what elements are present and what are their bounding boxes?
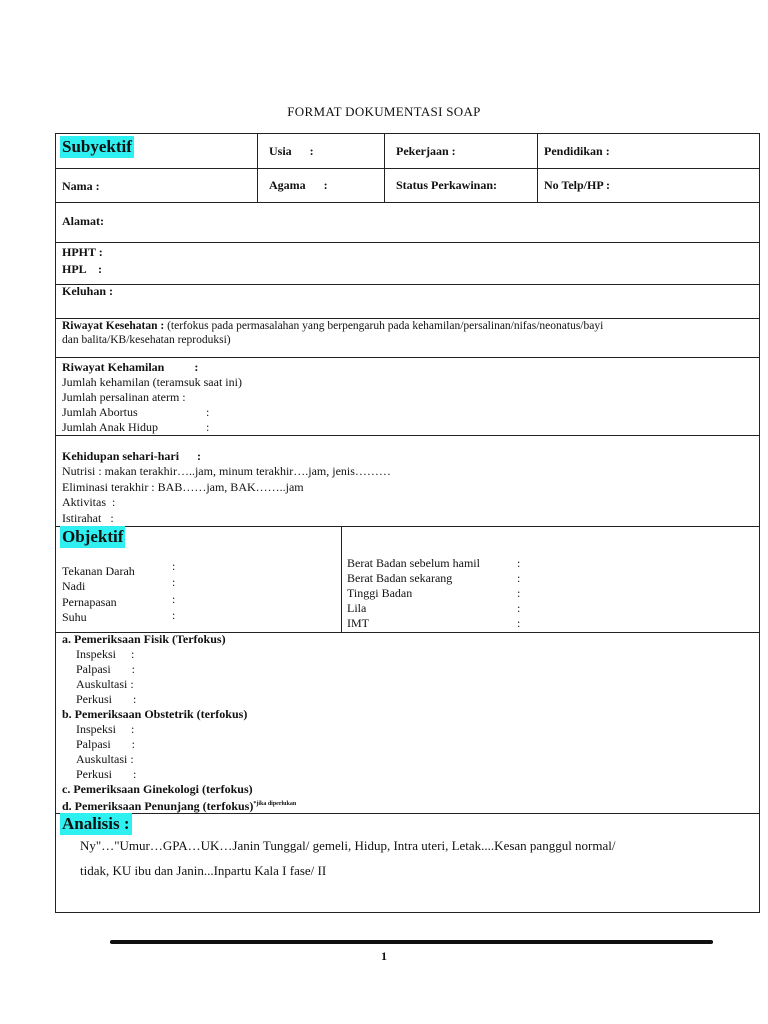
colon: : xyxy=(517,571,521,585)
colon: : xyxy=(172,608,176,622)
subyektif-heading: Subyektif xyxy=(62,137,132,156)
jumlah-persalinan: Jumlah persalinan aterm : xyxy=(62,390,186,404)
alamat-row xyxy=(56,203,759,243)
anthropometry-item: Lila xyxy=(347,601,367,615)
pemeriksaan-penunjang-heading: d. Pemeriksaan Penunjang (terfokus)$^{*jika diperlukan}$ xyxy=(62,799,297,813)
nutrisi-field: Nutrisi : makan terakhir…..jam, minum terakhir….jam, jenis……… xyxy=(62,464,391,478)
riwayat-kesehatan: Riwayat Kesehatan : (terfokus pada permasalahan yang berpengaruh pada kehamilan/persalinan/nifas/neonatus/bayi xyxy=(62,320,604,332)
colon: : xyxy=(172,559,176,573)
hpl-field: HPL : xyxy=(62,262,103,276)
colon: : xyxy=(517,586,521,600)
obstetrik-item: Palpasi : xyxy=(76,737,135,751)
riwayat-kesehatan-cont: dan balita/KB/kesehatan reproduksi) xyxy=(62,334,231,346)
telp-field: No Telp/HP : xyxy=(544,178,611,192)
fisik-item: Palpasi : xyxy=(76,662,135,676)
penunjang-note: *jika diperlukan xyxy=(253,801,297,807)
vital-item: Nadi xyxy=(62,579,86,593)
pemeriksaan-obstetrik-heading: b. Pemeriksaan Obstetrik (terfokus) xyxy=(62,707,248,721)
vital-item: Pernapasan xyxy=(62,595,117,609)
alamat-field: Alamat: xyxy=(62,214,104,228)
usia-field: Usia : xyxy=(269,144,314,158)
colon: : xyxy=(172,592,176,606)
anthropometry-item: Berat Badan sebelum hamil xyxy=(347,556,480,570)
fisik-item: Inspeksi : xyxy=(76,647,135,661)
obstetrik-item: Auskultasi : xyxy=(76,752,134,766)
jumlah-abortus: Jumlah Abortus xyxy=(62,405,138,419)
anthropometry-item: Tinggi Badan xyxy=(347,586,413,600)
pendidikan-field: Pendidikan : xyxy=(544,144,610,158)
hpht-field: HPHT : xyxy=(62,245,103,259)
jumlah-kehamilan: Jumlah kehamilan (teramsuk saat ini) xyxy=(62,375,242,389)
colon: : xyxy=(206,420,210,434)
document-title: FORMAT DOKUMENTASI SOAP xyxy=(287,104,481,119)
jumlah-anak-hidup: Jumlah Anak Hidup xyxy=(62,420,158,434)
colon: : xyxy=(517,616,521,630)
colon: : xyxy=(517,556,521,570)
vital-item: Suhu xyxy=(62,610,87,624)
obstetrik-item: Inspeksi : xyxy=(76,722,135,736)
anthropometry-item: IMT xyxy=(347,616,369,630)
pemeriksaan-ginekologi-heading: c. Pemeriksaan Ginekologi (terfokus) xyxy=(62,782,253,796)
page-number: 1 xyxy=(381,949,387,963)
analisis-heading: Analisis : xyxy=(62,814,130,833)
hpht-row xyxy=(56,243,759,285)
soap-form xyxy=(55,133,760,913)
nama-field: Nama : xyxy=(62,179,100,193)
colon: : xyxy=(206,405,210,419)
pekerjaan-field: Pekerjaan : xyxy=(396,144,456,158)
colon: : xyxy=(172,575,176,589)
riwayat-kehamilan-heading: Riwayat Kehamilan : xyxy=(62,360,199,374)
fisik-item: Auskultasi : xyxy=(76,677,134,691)
objektif-heading: Objektif xyxy=(62,527,124,546)
aktivitas-field: Aktivitas : xyxy=(62,495,116,509)
agama-field: Agama : xyxy=(269,178,328,192)
analisis-line-1: Ny"…"Umur…GPA…UK…Janin Tunggal/ gemeli, Hidup, Intra uteri, Letak....Kesan panggul normal/ xyxy=(80,838,616,853)
status-perkawinan-field: Status Perkawinan: xyxy=(396,178,498,192)
footer-rule xyxy=(110,940,713,944)
keluhan-row xyxy=(56,285,759,319)
keluhan-field: Keluhan : xyxy=(62,284,114,298)
fisik-item: Perkusi : xyxy=(76,692,137,706)
colon: : xyxy=(517,601,521,615)
eliminasi-field: Eliminasi terakhir : BAB……jam, BAK……..jam xyxy=(62,480,304,494)
obstetrik-item: Perkusi : xyxy=(76,767,137,781)
anthropometry-item: Berat Badan sekarang xyxy=(347,571,453,585)
vital-item: Tekanan Darah xyxy=(62,564,135,578)
analisis-line-2: tidak, KU ibu dan Janin...Inpartu Kala I fase/ II xyxy=(80,863,327,878)
istirahat-field: Istirahat : xyxy=(62,511,114,525)
pemeriksaan-fisik-heading: a. Pemeriksaan Fisik (Terfokus) xyxy=(62,632,226,646)
kehidupan-heading: Kehidupan sehari-hari : xyxy=(62,449,202,463)
